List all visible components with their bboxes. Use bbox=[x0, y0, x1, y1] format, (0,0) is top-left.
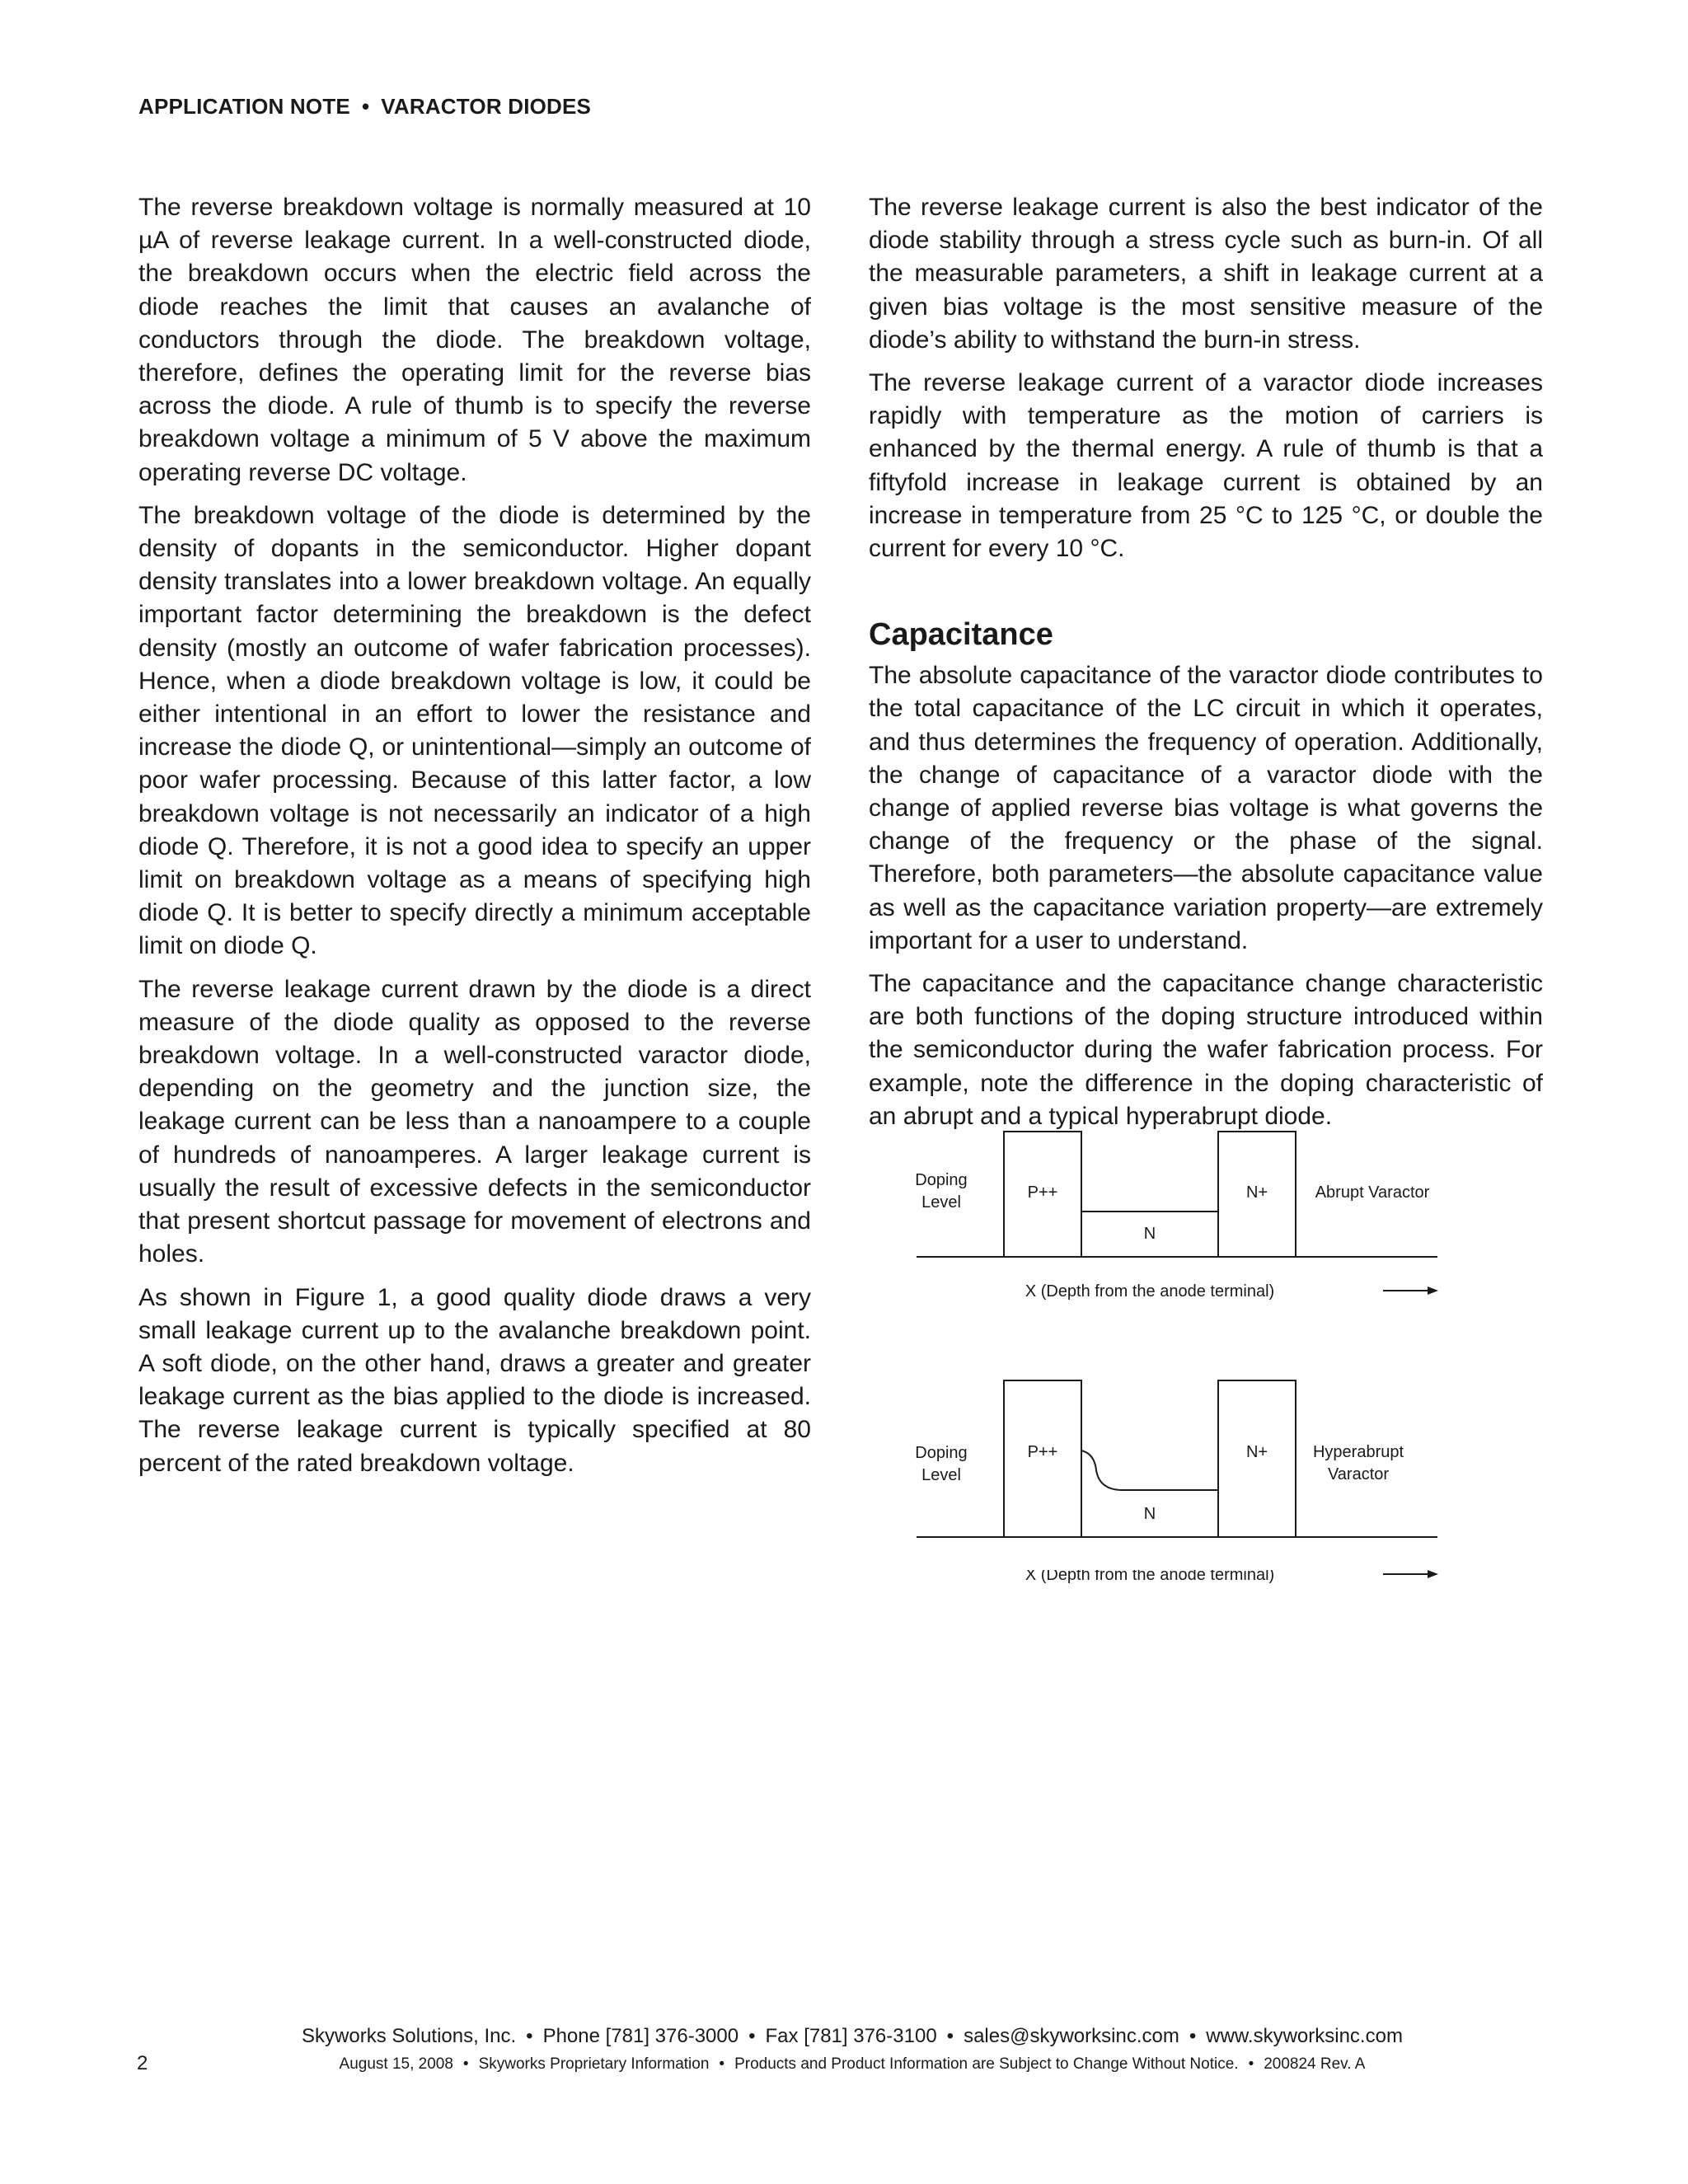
diagram-title-line2: Varactor bbox=[1327, 1465, 1390, 1483]
paragraph-leakage-quality: The reverse leakage current drawn by the diode is a direct measure of the diode quality as opposed to the reverse breakdown voltage. In a well-constructed varactor diode, depending on the geometry and the junction size, the leakage current can be less than a nanoampere to a couple of hundreds of nanoamperes. A larger leakage current is usually the result of excessive defects in the semiconductor that present shortcut passage for movement of electrons and holes. bbox=[138, 975, 811, 1268]
paragraph-burn-in: The reverse leakage current is also the best indicator of the diode stability through a stress cycle such as burn-in. Of all the measurable parameters, a shift in leakage current at a given bias voltage is the most sensitive measure of the diode’s ability to withstand the burn-in stress. bbox=[869, 194, 1543, 354]
footer-legal-line: August 15, 2008 • Skyworks Proprietary Information • Products and Product Information are Subject to Change Without Notice. • 200824 Rev. A bbox=[339, 2055, 1366, 2073]
left-column bbox=[138, 191, 811, 1490]
footer-date: August 15, 2008 bbox=[339, 2055, 453, 2073]
x-arrow-head bbox=[1428, 1570, 1438, 1578]
y-label-line1: Doping bbox=[915, 1171, 968, 1189]
footer-website[interactable]: www.skyworksinc.com bbox=[1206, 2025, 1403, 2047]
footer-notice: Products and Product Information are Subject to Change Without Notice. bbox=[734, 2055, 1239, 2073]
paragraph-doping-structure: The capacitance and the capacitance change characteristic are both functions of the doping structure introduced within the semiconductor during the wafer fabrication process. For example, note the difference in the doping characteristic of an abrupt and a typical hyperabrupt diode. bbox=[869, 970, 1543, 1130]
paragraph-capacitance-intro: The absolute capacitance of the varactor diode contributes to the total capacitance of the LC circuit in which it operates, and thus determines the frequency of operation. Additionally, the change of capacitance of a varactor diode with the change of applied reverse bias voltage is what governs the change of the frequency or the phase of the signal. Therefore, both parameters—the absolute capacitance value as well as the capacitance variation property—are extremely important for a user to understand. bbox=[869, 662, 1543, 954]
paragraph-breakdown-measurement: The reverse breakdown voltage is normally measured at 10 µA of reverse leakage current. In a well-constructed diode, the breakdown occurs when the electric field across the diode reaches the limit that causes an avalanche of conductors through the diode. The breakdown voltage, therefore, defines the operating limit for the reverse bias across the diode. A rule of thumb is to specify the reverse breakdown voltage a minimum of 5 V above the maximum operating reverse DC voltage. bbox=[138, 194, 811, 486]
hyperabrupt-profile bbox=[1081, 1451, 1218, 1490]
header-doc-type: APPLICATION NOTE bbox=[138, 94, 350, 119]
n-label: N bbox=[1143, 1225, 1156, 1243]
footer-proprietary: Skyworks Proprietary Information bbox=[478, 2055, 710, 2073]
footer-doc-number: 200824 Rev. A bbox=[1264, 2055, 1366, 2073]
header-topic: VARACTOR DIODES bbox=[381, 94, 592, 119]
diagram-title-line1: Hyperabrupt bbox=[1312, 1443, 1404, 1461]
p-plus-label: P++ bbox=[1027, 1443, 1058, 1461]
abrupt-doping-diagram bbox=[907, 1129, 1484, 1376]
paragraph-figure-reference: As shown in Figure 1, a good quality diode draws a very small leakage current up to the avalanche breakdown point. A soft diode, on the other hand, draws a greater and greater leakage current as the bias applied to the diode is increased. The reverse leakage current is typically specified at 80 percent of the rated breakdown voltage. bbox=[138, 1283, 811, 1477]
paragraph-temperature: The reverse leakage current of a varactor diode increases rapidly with temperature as the motion of carriers is enhanced by the thermal energy. A rule of thumb is that a fiftyfold increase in leakage current is obtained by an increase in temperature from 25 °C to 125 °C, or double the current for every 10 °C. bbox=[869, 369, 1543, 563]
footer-fax: Fax [781] 376-3100 bbox=[765, 2025, 937, 2047]
x-axis-label: X (Depth from the anode terminal) bbox=[1025, 1282, 1275, 1301]
hyperabrupt-x-axis bbox=[907, 1570, 1484, 1603]
footer-phone: Phone [781] 376-3000 bbox=[542, 2025, 739, 2047]
n-plus-label: N+ bbox=[1245, 1183, 1268, 1202]
footer-email[interactable]: sales@skyworksinc.com bbox=[964, 2025, 1179, 2047]
right-column bbox=[869, 191, 1543, 1143]
section-title-capacitance: Capacitance bbox=[869, 617, 1053, 653]
y-label-line1: Doping bbox=[915, 1444, 968, 1462]
paragraph-breakdown-dopants: The breakdown voltage of the diode is determined by the density of dopants in the semiconductor. Higher dopant density translates into a lower breakdown voltage. An equally important factor determining the breakdown is the defect density (mostly an outcome of wafer fabrication processes). Hence, when a diode breakdown voltage is low, it could be either intentional in an effort to lower the resistance and increase the diode Q, or unintentional—simply an outcome of poor wafer processing. Because of this latter factor, a low breakdown voltage is not necessarily an indicator of a high diode Q. Therefore, it is not a good idea to specify an upper limit on breakdown voltage as a means of specifying high diode Q. It is better to specify directly a minimum acceptable limit on diode Q. bbox=[138, 501, 811, 960]
p-plus-label: P++ bbox=[1027, 1183, 1058, 1202]
page-number: 2 bbox=[137, 2052, 148, 2074]
header-bullet: • bbox=[361, 94, 370, 119]
running-header bbox=[138, 94, 591, 120]
footer-company: Skyworks Solutions, Inc. bbox=[302, 2025, 517, 2047]
x-axis-label: X (Depth from the anode terminal) bbox=[1025, 1570, 1275, 1584]
footer-contact-line: Skyworks Solutions, Inc. • Phone [781] 376-3000 • Fax [781] 376-3100 • sales@skyworksinc.com • www.skyworksinc.com bbox=[302, 2025, 1403, 2047]
y-label-line2: Level bbox=[921, 1193, 961, 1212]
diagram-title-line1: Abrupt Varactor bbox=[1315, 1183, 1430, 1202]
n-label: N bbox=[1143, 1505, 1156, 1523]
y-label-line2: Level bbox=[921, 1466, 961, 1484]
x-arrow-head bbox=[1428, 1286, 1438, 1295]
n-plus-label: N+ bbox=[1245, 1443, 1268, 1461]
